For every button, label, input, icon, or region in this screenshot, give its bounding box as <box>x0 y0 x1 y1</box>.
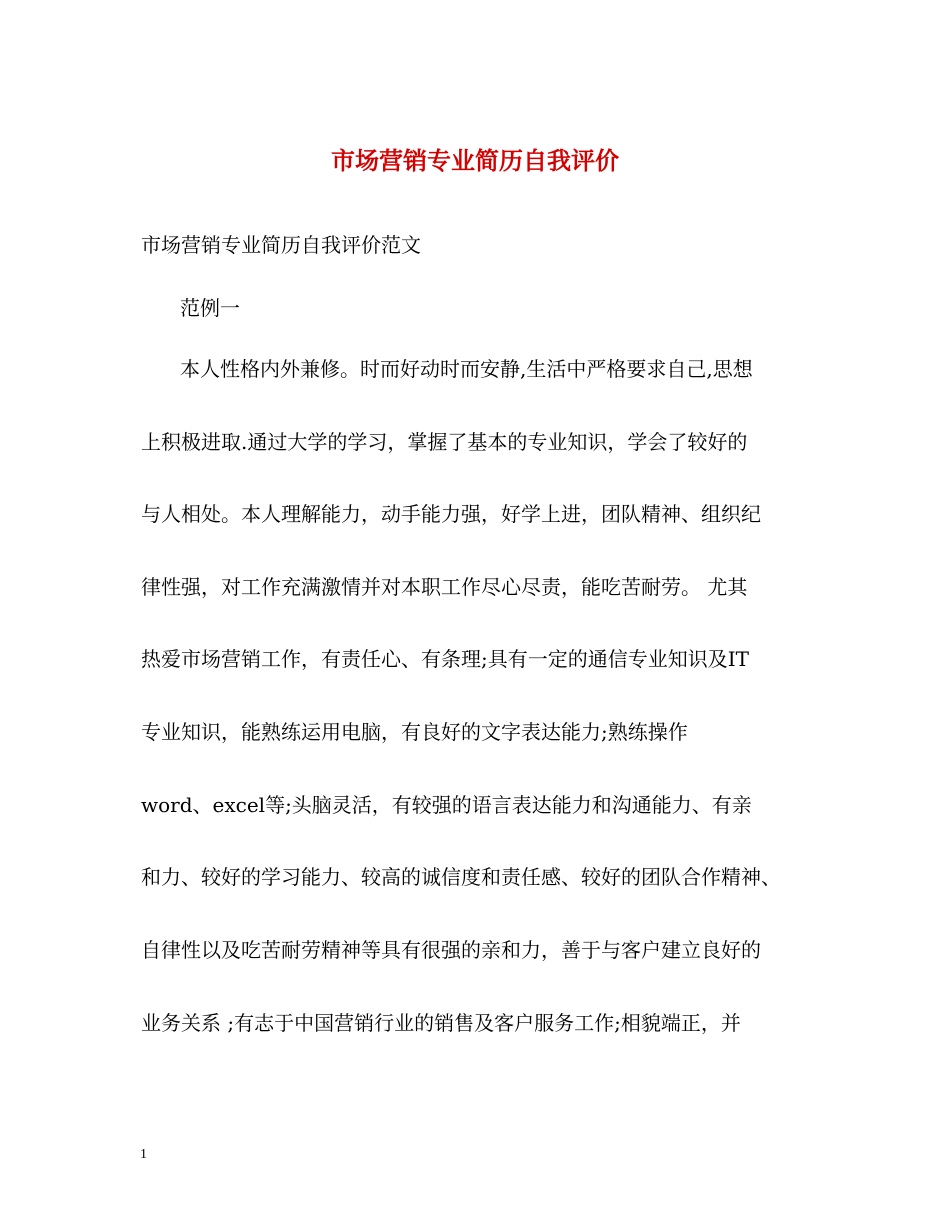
body-line: word、excel等;头脑灵活，有较强的语言表达能力和沟通能力、有亲 <box>141 793 752 817</box>
body-line: 自律性以及吃苦耐劳精神等具有很强的亲和力，善于与客户建立良好的 <box>141 938 761 962</box>
body-line: 专业知识，能熟练运用电脑，有良好的文字表达能力;熟练操作 <box>141 720 688 744</box>
document-subtitle: 市场营销专业简历自我评价范文 <box>141 233 421 257</box>
body-line: 律性强，对工作充满激情并对本职工作尽心尽责，能吃苦耐劳。 尤其 <box>141 575 748 599</box>
body-line: 上积极进取.通过大学的学习，掌握了基本的专业知识，学会了较好的 <box>141 430 748 454</box>
page-number: 1 <box>140 1147 147 1162</box>
document-title: 市场营销专业简历自我评价 <box>331 146 619 175</box>
section-label: 范例一 <box>180 296 240 320</box>
body-line: 热爱市场营销工作，有责任心、有条理;具有一定的通信专业知识及IT <box>141 647 749 671</box>
body-line: 本人性格内外兼修。时而好动时而安静,生活中严格要求自己,思想 <box>180 357 753 381</box>
body-line: 与人相处。本人理解能力，动手能力强，好学上进，团队精神、组织纪 <box>141 502 761 526</box>
body-line: 和力、较好的学习能力、较高的诚信度和责任感、较好的团队合作精神、 <box>141 865 781 889</box>
body-line: 业务关系 ;有志于中国营销行业的销售及客户服务工作;相貌端正，并 <box>141 1011 741 1035</box>
